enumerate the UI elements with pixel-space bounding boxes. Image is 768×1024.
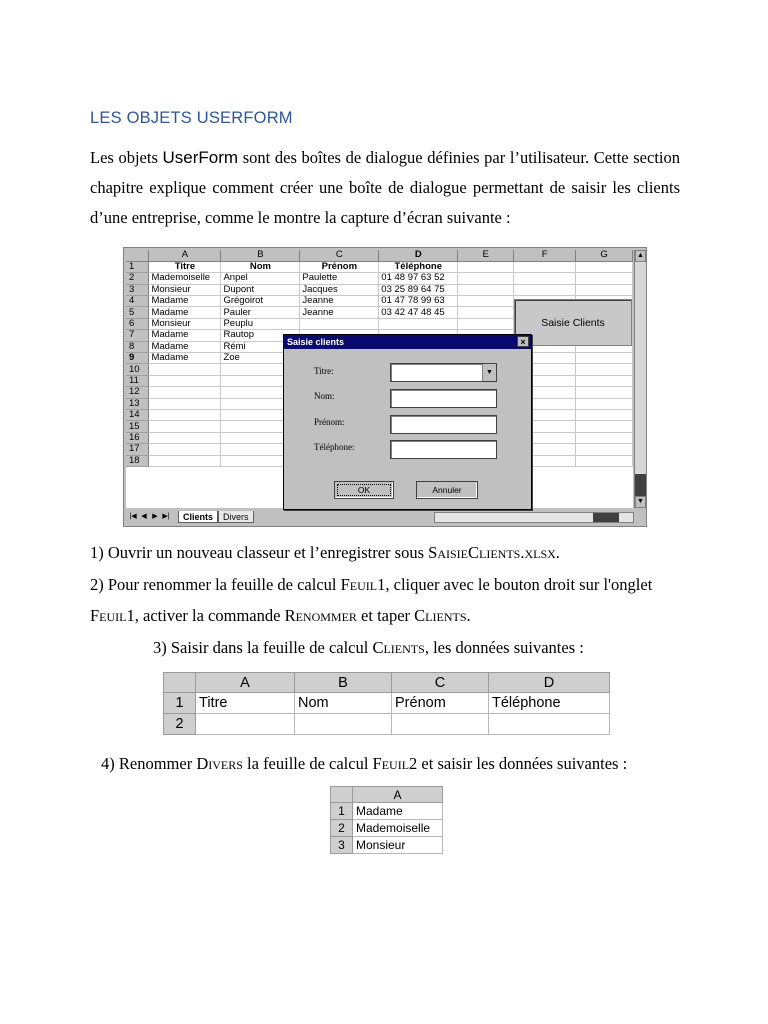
table2-row-3-header: 3 [331,837,353,854]
table1-cell-a2 [196,714,295,735]
section-heading: LES OBJETS USERFORM [90,109,293,127]
excel-cell[interactable] [458,318,514,329]
excel-cell[interactable] [458,296,514,307]
excel-cell[interactable] [458,261,514,272]
excel-cell[interactable] [149,432,221,443]
excel-cell[interactable] [149,364,221,375]
excel-cell[interactable] [458,307,514,318]
excel-cell[interactable] [576,409,633,420]
excel-cell[interactable]: Madame [149,307,221,318]
excel-cell[interactable]: 01 47 78 99 63 [379,296,458,307]
excel-cell[interactable] [576,353,633,364]
step-4 [101,754,627,774]
next-sheet-icon[interactable]: ▶ [152,513,158,520]
ok-button[interactable]: OK [334,481,394,499]
saisie-clients-dialog [283,334,532,510]
excel-row-header[interactable]: 9 [126,353,149,364]
excel-col-header[interactable]: C [300,250,379,261]
excel-row-header[interactable]: 11 [126,375,149,386]
step-3-text: 3) Saisir dans la feuille de calcul [153,638,373,657]
scroll-thumb[interactable] [635,474,646,496]
excel-cell[interactable] [576,273,633,284]
titre-combobox[interactable] [390,363,497,382]
scroll-down-icon[interactable]: ▼ [635,496,646,508]
intro-text-1: Les objets [90,148,163,167]
excel-cell[interactable]: Madame [149,330,221,341]
table1-cell-d1: Téléphone [489,693,610,714]
excel-row-header[interactable]: 6 [126,318,149,329]
excel-cell[interactable]: Rémi [221,341,300,352]
excel-cell[interactable]: Jeanne [300,307,379,318]
table1-cell-b2 [295,714,392,735]
excel-col-header[interactable]: D [379,250,458,261]
excel-cell[interactable]: Paulette [300,273,379,284]
excel-cell[interactable]: Titre [149,261,221,272]
excel-row-header[interactable]: 3 [126,284,149,295]
excel-cell[interactable]: Monsieur [149,284,221,295]
excel-cell[interactable] [149,398,221,409]
intro-userform: UserForm [162,148,239,167]
excel-row-header[interactable]: 16 [126,432,149,443]
table2-row-2-header: 2 [331,820,353,837]
excel-row-header[interactable]: 8 [126,341,149,352]
excel-col-header[interactable]: G [576,250,633,261]
last-sheet-icon[interactable]: ▶| [162,513,170,520]
saisie-clients-button[interactable]: Saisie Clients [514,299,632,346]
excel-row-header[interactable]: 17 [126,444,149,455]
excel-cell[interactable] [576,261,633,272]
excel-cell[interactable] [458,284,514,295]
step-2-text-c: , activer la commande [134,606,285,625]
step-2-feuil1-b: Feuil1 [90,606,135,625]
excel-row-header[interactable]: 15 [126,421,149,432]
excel-cell[interactable]: 01 48 97 63 52 [379,273,458,284]
excel-cell[interactable]: Dupont [221,284,300,295]
horizontal-scrollbar[interactable] [434,512,634,523]
table1-cell-d2 [489,714,610,735]
excel-cell[interactable]: Grégoirot [221,296,300,307]
excel-cell[interactable]: Pauler [221,307,300,318]
excel-row-header[interactable]: 12 [126,387,149,398]
step-3-end: , les données suivantes : [424,638,584,657]
table1-col-a: A [196,673,295,693]
step-1-end: . [555,543,560,562]
excel-cell[interactable] [149,387,221,398]
table1-row-1-header: 1 [164,693,196,714]
excel-cell[interactable] [149,421,221,432]
excel-cell[interactable]: Zoe [221,353,300,364]
clients-header-table [163,672,610,735]
excel-row-header[interactable]: 7 [126,330,149,341]
divers-table [330,786,443,854]
excel-cell[interactable] [149,375,221,386]
excel-row-header[interactable]: 2 [126,273,149,284]
step-2-feuil1: Feuil1 [340,575,386,594]
table1-corner [164,673,196,693]
tab-clients[interactable]: Clients [178,511,218,523]
excel-row-header[interactable]: 14 [126,409,149,420]
excel-row-header[interactable]: 5 [126,307,149,318]
excel-row-header[interactable]: 18 [126,455,149,466]
table1-cell-c2 [392,714,489,735]
close-icon[interactable]: × [517,336,529,347]
excel-col-header[interactable]: E [458,250,514,261]
excel-cell[interactable]: Peuplu [221,318,300,329]
excel-cell[interactable]: Anpel [221,273,300,284]
excel-cell[interactable] [458,273,514,284]
intro-paragraph [90,143,680,233]
excel-cell[interactable] [576,398,633,409]
table1-cell-c1: Prénom [392,693,489,714]
excel-col-header[interactable]: B [221,250,300,261]
sheet-tab-bar [126,511,646,524]
step-1-text: 1) Ouvrir un nouveau classeur et l’enregistrer sous [90,543,429,562]
excel-cell[interactable] [576,421,633,432]
excel-cell[interactable] [379,318,458,329]
excel-cell[interactable] [514,284,576,295]
excel-cell[interactable] [576,455,633,466]
excel-cell[interactable] [576,432,633,443]
label-nom: Nom: [314,391,335,401]
step-3 [153,638,584,658]
excel-row-header[interactable]: 13 [126,398,149,409]
table1-col-c: C [392,673,489,693]
prenom-input[interactable] [390,415,497,434]
table1-col-b: B [295,673,392,693]
step-2-end: . [466,606,471,625]
excel-cell[interactable]: Monsieur [149,318,221,329]
step-2-text-d: et taper [356,606,415,625]
excel-cell[interactable]: 03 25 89 64 75 [379,284,458,295]
excel-cell[interactable] [514,273,576,284]
step-2-text: 2) Pour renommer la feuille de calcul [90,575,341,594]
step-2-line-1 [90,575,652,595]
table2-cell-a3: Monsieur [353,837,443,854]
excel-cell[interactable]: 03 42 47 48 45 [379,307,458,318]
tab-divers[interactable]: Divers [218,511,254,523]
excel-col-header[interactable]: A [149,250,221,261]
excel-cell[interactable]: Rautop [221,330,300,341]
table2-cell-a1: Madame [353,803,443,820]
table1-row-2-header: 2 [164,714,196,735]
scroll-up-icon[interactable]: ▲ [635,250,646,262]
step-4-end: et saisir les données suivantes : [417,754,628,773]
excel-cell[interactable]: Madame [149,296,221,307]
excel-cell[interactable] [149,444,221,455]
step-2-clients: Clients [414,606,467,625]
annuler-button[interactable]: Annuler [416,481,478,499]
excel-col-header[interactable]: F [514,250,576,261]
step-2-line-2 [90,606,471,626]
excel-cell[interactable] [576,444,633,455]
excel-cell[interactable] [576,387,633,398]
dialog-title: Saisie clients [287,337,345,347]
table2-corner [331,787,353,803]
excel-cell[interactable] [576,284,633,295]
step-3-clients: Clients [372,638,425,657]
nom-input[interactable] [390,389,497,408]
table2-cell-a2: Mademoiselle [353,820,443,837]
first-sheet-icon[interactable]: |◀ [129,513,137,520]
vertical-scrollbar[interactable] [634,250,646,508]
table2-row-1-header: 1 [331,803,353,820]
step-4-divers: Divers [196,754,243,773]
excel-row-header[interactable]: 1 [126,261,149,272]
excel-cell[interactable]: Jeanne [300,296,379,307]
table2-col-a: A [353,787,443,803]
step-4-text: 4) Renommer [101,754,197,773]
excel-cell[interactable]: Téléphone [379,261,458,272]
telephone-input[interactable] [390,440,497,459]
table1-cell-b1: Nom [295,693,392,714]
step-2-text-b: , cliquer avec le bouton droit sur l'onglet [385,575,653,594]
excel-row-header[interactable]: 4 [126,296,149,307]
excel-corner[interactable] [126,250,149,261]
step-4-feuil2: Feuil2 [372,754,418,773]
step-4-text-b: la feuille de calcul [242,754,373,773]
label-telephone: Téléphone: [314,442,355,452]
excel-cell[interactable]: Nom [221,261,300,272]
prev-sheet-icon[interactable]: ◀ [141,513,147,520]
excel-cell[interactable]: Madame [149,353,221,364]
step-1-filename: SaisieClients.xlsx [428,543,556,562]
excel-cell[interactable]: Jacques [300,284,379,295]
excel-cell[interactable] [514,261,576,272]
excel-cell[interactable]: Prénom [300,261,379,272]
excel-cell[interactable] [300,318,379,329]
dialog-title-bar [284,335,531,349]
label-titre: Titre: [314,366,334,376]
excel-cell[interactable] [576,375,633,386]
hscroll-thumb[interactable] [593,513,619,522]
table1-cell-a1: Titre [196,693,295,714]
intro-text-2: sont des boîtes de dialogue définies par l’utilisateur. Cette section chapitre explique comment créer une boîte de dialogue permettant de saisir les clients d’une entreprise, comme le montre la capture d’écran suivante : [90,148,680,227]
excel-row-header[interactable]: 10 [126,364,149,375]
excel-cell[interactable]: Mademoiselle [149,273,221,284]
excel-cell[interactable] [149,409,221,420]
chevron-down-icon[interactable]: ▼ [482,364,496,381]
step-2-renommer: Renommer [284,606,357,625]
table1-col-d: D [489,673,610,693]
label-prenom: Prénom: [314,417,345,427]
excel-cell[interactable]: Madame [149,341,221,352]
excel-cell[interactable] [576,364,633,375]
excel-cell[interactable] [149,455,221,466]
step-1 [90,543,560,563]
